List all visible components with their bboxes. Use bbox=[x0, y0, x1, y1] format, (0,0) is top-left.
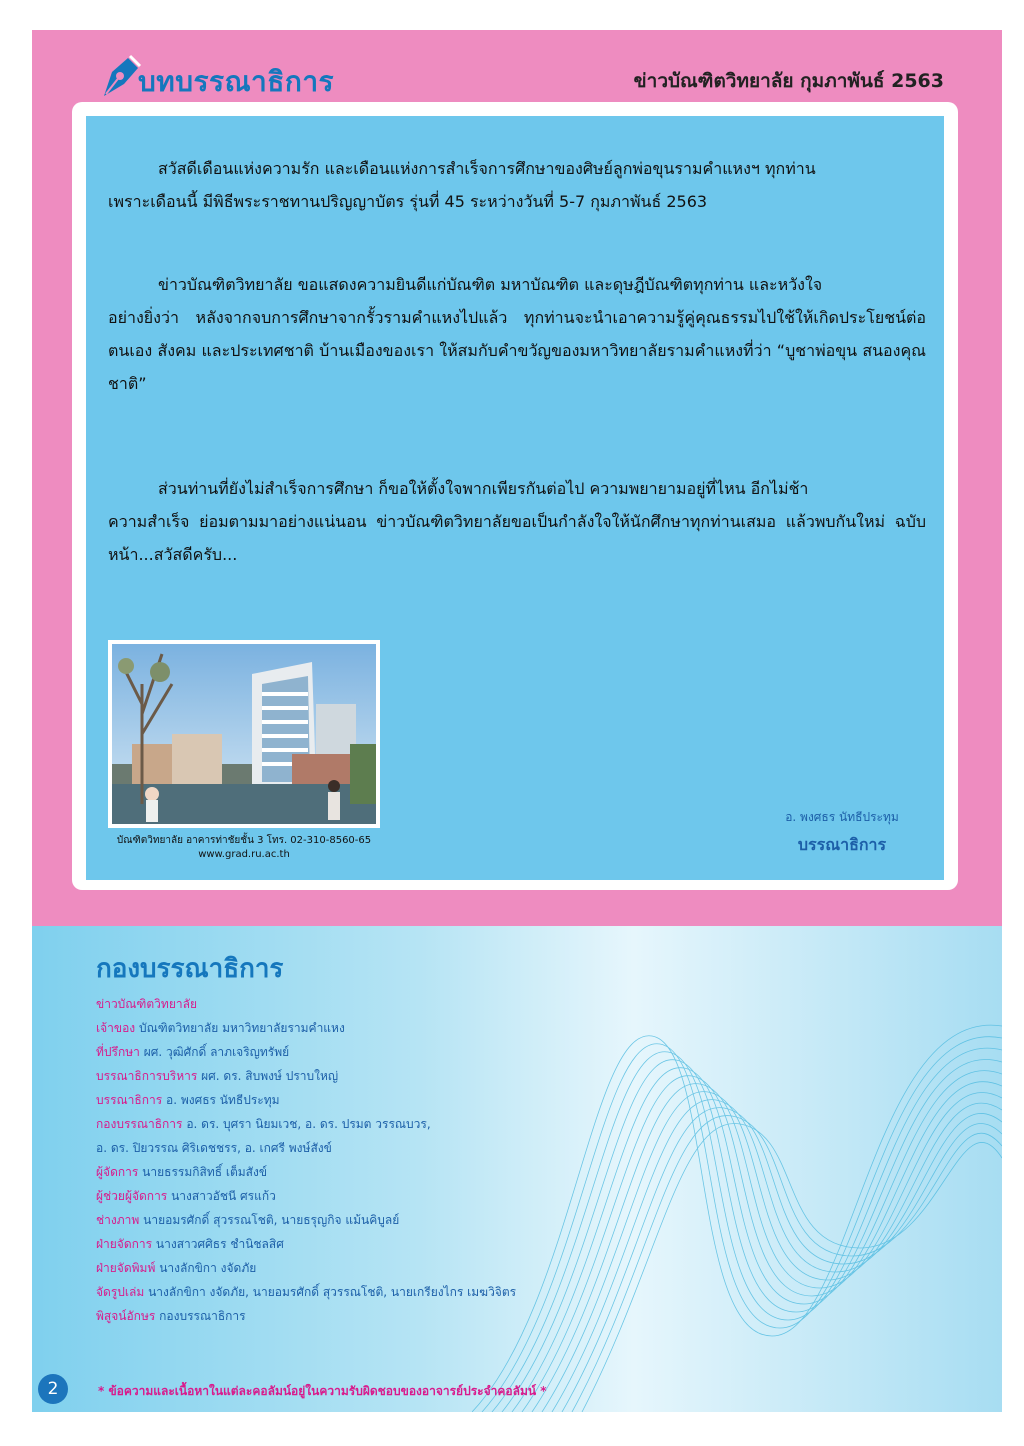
staff-line bbox=[96, 1136, 616, 1160]
staff-role: กองบรรณาธิการ bbox=[96, 1117, 183, 1131]
staff-role: บรรณาธิการ bbox=[96, 1093, 163, 1107]
staff-names: นายธรรมกิสิทธิ์ เต็มสังข์ bbox=[142, 1165, 268, 1179]
staff-line bbox=[96, 1016, 616, 1040]
paragraph-1 bbox=[108, 152, 926, 218]
staff-line bbox=[96, 1112, 616, 1136]
signature-block bbox=[762, 808, 922, 858]
photo-caption bbox=[108, 834, 380, 862]
staff-names: นางลักขิกา งจัดภัย, นายอมรศักดิ์ สุวรรณโชติ, นายเกรียงไกร เมฆวิจิตร bbox=[148, 1285, 517, 1299]
staff-role: บรรณาธิการบริหาร bbox=[96, 1069, 198, 1083]
signer-role: บรรณาธิการ bbox=[797, 835, 887, 854]
paragraph-2-rest: อย่างยิ่งว่า หลังจากจบการศึกษาจากรั้วรามคำแหงไปแล้ว ทุกท่านจะนำเอาความรู้คู่คุณธรรมไปใช้ให้เกิดประโยชน์ต่อตนเอง สังคม และประเทศชาติ บ้านเมืองของเรา ให้สมกับคำขวัญของมหาวิทยาลัยรามคำแหงที่ว่า “บูชาพ่อขุน สนองคุณชาติ” bbox=[108, 308, 926, 393]
issue-label: ข่าวบัณฑิตวิทยาลัย กุมภาพันธ์ 2563 bbox=[633, 70, 944, 92]
staff-list bbox=[96, 992, 616, 1328]
magazine-page bbox=[32, 30, 1002, 1412]
staff-role: ฝ่ายจัดการ bbox=[96, 1237, 153, 1251]
footnote: * ข้อความและเนื้อหาในแต่ละคอลัมน์อยู่ในความรับผิดชอบของอาจารย์ประจำคอลัมน์ * bbox=[98, 1384, 547, 1398]
staff-names: อ. ดร. บุศรา นิยมเวช, อ. ดร. ปรมต วรรณบวร, bbox=[186, 1117, 431, 1131]
staff-line bbox=[96, 1040, 616, 1064]
staff-role: ที่ปรึกษา bbox=[96, 1045, 140, 1059]
building-photo bbox=[112, 644, 376, 824]
staff-role: ผู้ช่วยผู้จัดการ bbox=[96, 1189, 168, 1203]
paragraph-2-lead: ข่าวบัณฑิตวิทยาลัย ขอแสดงความยินดีแก่บัณฑิต มหาบัณฑิต และดุษฎีบัณฑิตทุกท่าน และหวังใจ bbox=[158, 275, 823, 294]
staff-names: บัณฑิตวิทยาลัย มหาวิทยาลัยรามคำแหง bbox=[138, 1021, 345, 1035]
staff-section bbox=[32, 926, 1002, 1412]
staff-names: ผศ. ดร. สิบพงษ์ ปราบใหญ่ bbox=[201, 1069, 339, 1083]
photo-caption-url: www.grad.ru.ac.th bbox=[198, 849, 290, 860]
staff-line bbox=[96, 992, 616, 1016]
paragraph-3-lead: ส่วนท่านที่ยังไม่สำเร็จการศึกษา ก็ขอให้ตั้งใจพากเพียรกันต่อไป ความพยายามอยู่ที่ไหน อีกไม่ช้า bbox=[158, 479, 809, 498]
paragraph-3 bbox=[108, 472, 926, 571]
staff-line bbox=[96, 1160, 616, 1184]
page-title: บทบรรณาธิการ bbox=[138, 65, 335, 98]
staff-names: นางสาวอัชนี ศรแก้ว bbox=[171, 1189, 276, 1203]
staff-names: นางลักขิกา งจัดภัย bbox=[159, 1261, 257, 1275]
staff-role: ฝ่ายจัดพิมพ์ bbox=[96, 1261, 156, 1275]
staff-role: ข่าวบัณฑิตวิทยาลัย bbox=[96, 997, 197, 1011]
staff-line bbox=[96, 1184, 616, 1208]
staff-names: ผศ. วุฒิศักดิ์ ลาภเจริญทรัพย์ bbox=[143, 1045, 290, 1059]
building-photo-frame bbox=[108, 640, 380, 828]
staff-title: กองบรรณาธิการ bbox=[96, 954, 284, 984]
paragraph-1-rest: เพราะเดือนนี้ มีพิธีพระราชทานปริญญาบัตร รุ่นที่ 45 ระหว่างวันที่ 5-7 กุมภาพันธ์ 2563 bbox=[108, 192, 708, 211]
staff-names: อ. ดร. ปิยวรรณ ศิริเดชชรร, อ. เกศรี พงษ์สังข์ bbox=[96, 1141, 332, 1155]
staff-role: เจ้าของ bbox=[96, 1021, 136, 1035]
staff-line bbox=[96, 1064, 616, 1088]
paragraph-2 bbox=[108, 268, 926, 400]
staff-line bbox=[96, 1232, 616, 1256]
editorial-section bbox=[32, 30, 1002, 926]
paragraph-3-rest: ความสำเร็จ ย่อมตามมาอย่างแน่นอน ข่าวบัณฑิตวิทยาลัยขอเป็นกำลังใจให้นักศึกษาทุกท่านเสมอ แล้วพบกันใหม่ ฉบับหน้า...สวัสดีครับ... bbox=[108, 512, 926, 564]
page-number-badge: 2 bbox=[38, 1374, 68, 1404]
staff-names: กองบรรณาธิการ bbox=[159, 1309, 246, 1323]
staff-role: ช่างภาพ bbox=[96, 1213, 140, 1227]
staff-role: ผู้จัดการ bbox=[96, 1165, 139, 1179]
staff-role: พิสูจน์อักษร bbox=[96, 1309, 156, 1323]
staff-line bbox=[96, 1280, 616, 1304]
staff-names: นายอมรศักดิ์ สุวรรณโชติ, นายธรุญกิจ แม้นคิบูลย์ bbox=[143, 1213, 400, 1227]
staff-line bbox=[96, 1088, 616, 1112]
staff-role: จัดรูปเล่ม bbox=[96, 1285, 145, 1299]
staff-line bbox=[96, 1304, 616, 1328]
editorial-frame bbox=[72, 102, 958, 890]
paragraph-1-lead: สวัสดีเดือนแห่งความรัก และเดือนแห่งการสำเร็จการศึกษาของศิษย์ลูกพ่อขุนรามคำแหงฯ ทุกท่าน bbox=[158, 159, 816, 178]
staff-names: นางสาวศศิธร ชำนิชลสิศ bbox=[155, 1237, 284, 1251]
staff-line bbox=[96, 1208, 616, 1232]
signer-name: อ. พงศธร นัทธีประทุม bbox=[785, 810, 899, 824]
pen-nib-icon bbox=[98, 52, 142, 98]
editorial-panel bbox=[86, 116, 944, 880]
staff-line bbox=[96, 1256, 616, 1280]
staff-names: อ. พงศธร นัทธีประทุม bbox=[165, 1093, 280, 1107]
photo-caption-address: บัณฑิตวิทยาลัย อาคารท่าชัยชั้น 3 โทร. 02-310-8560-65 bbox=[116, 835, 372, 846]
